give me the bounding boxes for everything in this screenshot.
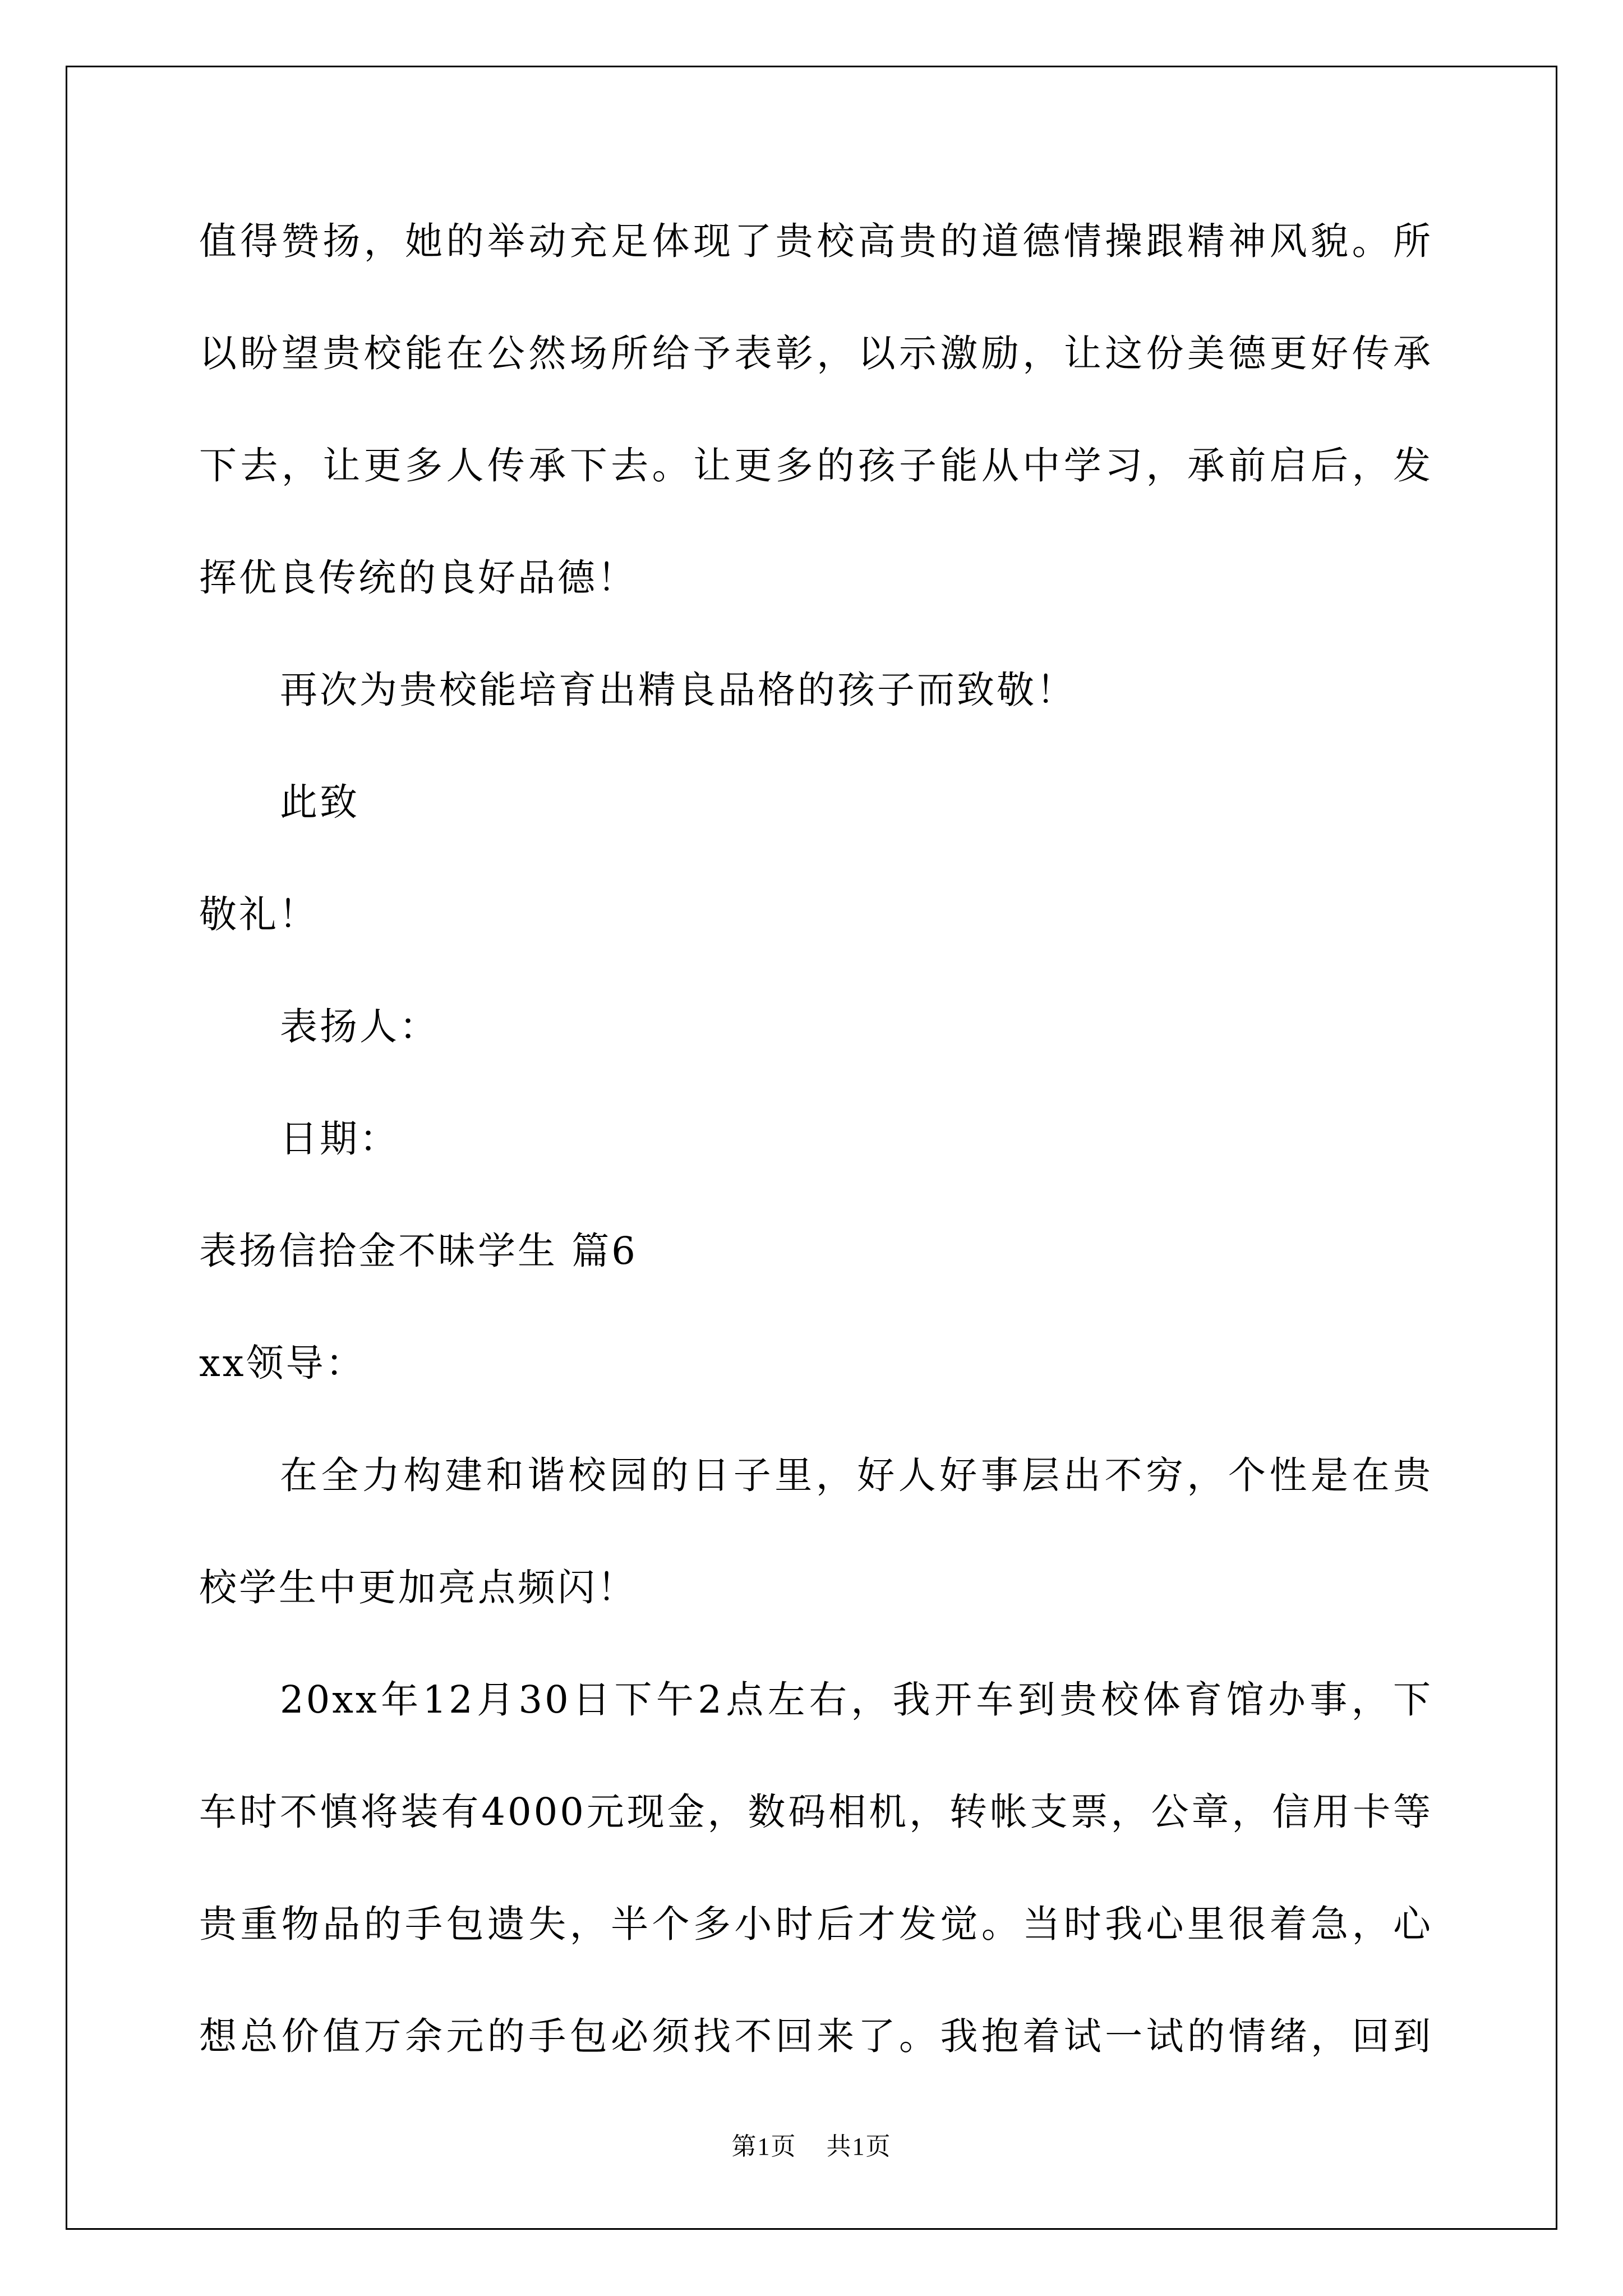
section-heading: 表扬信拾金不昧学生 篇6 xyxy=(199,1229,638,1273)
text-line: 20xx年12月30日下午2点左右，我开车到贵校体育馆办事，下 xyxy=(280,1678,1433,1722)
text-line: 以盼望贵校能在公然场所给予表彰，以示激励，让这份美德更好传承 xyxy=(199,332,1433,375)
text-line: 车时不慎将装有4000元现金，数码相机，转帐支票，公章，信用卡等 xyxy=(199,1790,1433,1834)
text-line: 挥优良传统的良好品德！ xyxy=(199,556,637,600)
text-line: 再次为贵校能培育出精良品格的孩子而致敬！ xyxy=(280,668,1076,712)
document-body xyxy=(199,185,1433,2092)
page-number: 第1页 xyxy=(731,2133,797,2160)
text-line: 在全力构建和谐校园的日子里，好人好事层出不穷，个性是在贵 xyxy=(280,1453,1433,1497)
text-line: 值得赞扬，她的举动充足体现了贵校高贵的道德情操跟精神风貌。所 xyxy=(199,219,1433,263)
page-total: 共1页 xyxy=(826,2133,892,2160)
signature-label: 表扬人： xyxy=(280,1005,439,1048)
text-line: 贵重物品的手包遗失，半个多小时后才发觉。当时我心里很着急，心 xyxy=(199,1902,1433,1946)
page-footer xyxy=(0,2126,1623,2162)
text-line: 下去，让更多人传承下去。让更多的孩子能从中学习，承前启后，发 xyxy=(199,444,1433,487)
date-label: 日期： xyxy=(280,1117,399,1161)
closing-salutation: 此致 xyxy=(280,780,359,824)
text-line: 想总价值万余元的手包必须找不回来了。我抱着试一试的情绪，回到 xyxy=(199,2014,1433,2058)
text-line: 校学生中更加亮点频闪！ xyxy=(199,1566,637,1609)
closing-regards: 敬礼！ xyxy=(199,892,319,936)
greeting: xx领导： xyxy=(199,1341,366,1385)
